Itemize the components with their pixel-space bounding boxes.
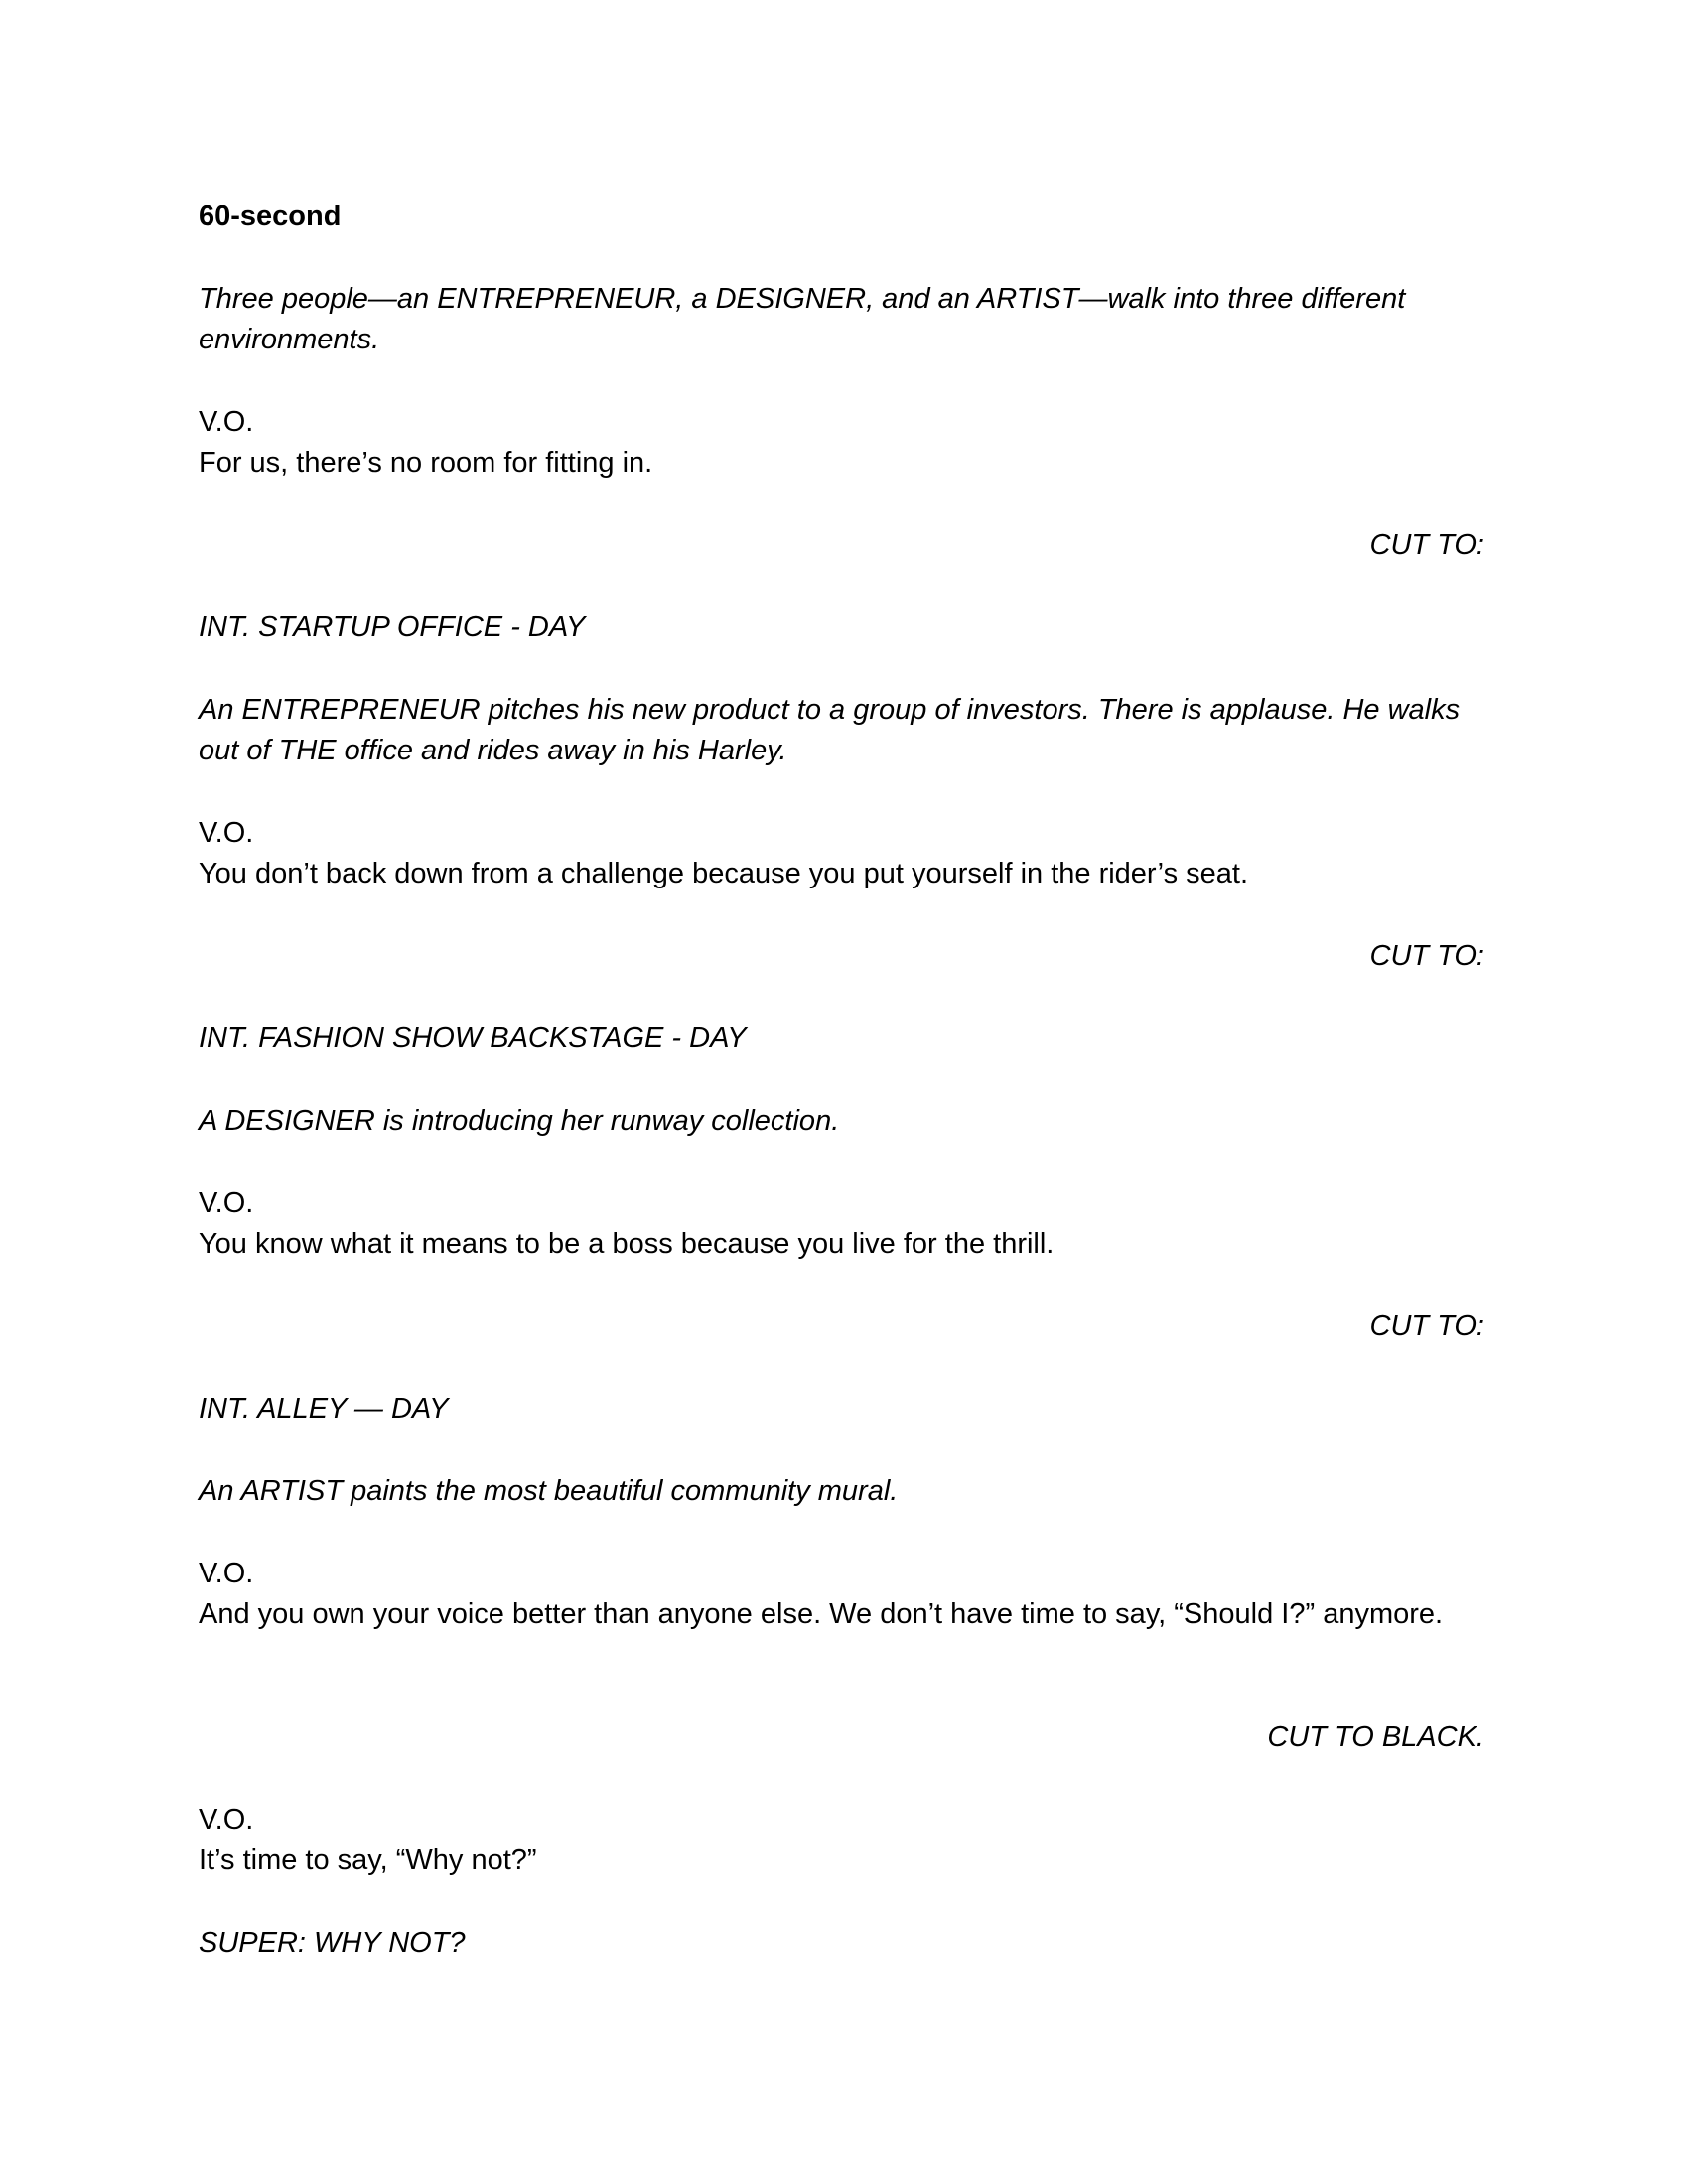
scene-action-entrepreneur: An ENTREPRENEUR pitches his new product to a group of investors. There is applause. He walks out of THE office and rides away in his Harley. xyxy=(199,694,1461,766)
vo-label-2: V.O. xyxy=(199,817,254,849)
vo-line-3: You know what it means to be a boss because you live for the thrill. xyxy=(199,1228,1055,1260)
super-why-not: SUPER: WHY NOT? xyxy=(199,1927,466,1959)
vo-label-1: V.O. xyxy=(199,406,254,438)
vo-label-4: V.O. xyxy=(199,1558,254,1589)
scene-heading-startup-office: INT. STARTUP OFFICE - DAY xyxy=(199,612,586,643)
vo-line-4: And you own your voice better than anyone else. We don’t have time to say, “Should I?” anymore. xyxy=(199,1598,1444,1630)
intro-action: Three people—an ENTREPRENEUR, a DESIGNER, and an ARTIST—walk into three different environments. xyxy=(199,283,1406,355)
transition-cut-to-3: CUT TO: xyxy=(1369,1310,1484,1342)
scene-action-artist: An ARTIST paints the most beautiful community mural. xyxy=(199,1475,899,1507)
vo-line-5: It’s time to say, “Why not?” xyxy=(199,1844,537,1876)
vo-line-2: You don’t back down from a challenge because you put yourself in the rider’s seat. xyxy=(199,858,1249,889)
vo-line-1: For us, there’s no room for fitting in. xyxy=(199,447,653,478)
scene-action-designer: A DESIGNER is introducing her runway collection. xyxy=(199,1105,840,1137)
transition-cut-to-2: CUT TO: xyxy=(1369,940,1484,972)
scene-heading-fashion-show: INT. FASHION SHOW BACKSTAGE - DAY xyxy=(199,1023,747,1054)
transition-cut-to-1: CUT TO: xyxy=(1369,529,1484,561)
transition-cut-to-black: CUT TO BLACK. xyxy=(1267,1721,1484,1753)
script-title: 60-second xyxy=(199,201,342,232)
scene-heading-alley: INT. ALLEY — DAY xyxy=(199,1393,449,1425)
vo-label-5: V.O. xyxy=(199,1804,254,1836)
vo-label-3: V.O. xyxy=(199,1187,254,1219)
